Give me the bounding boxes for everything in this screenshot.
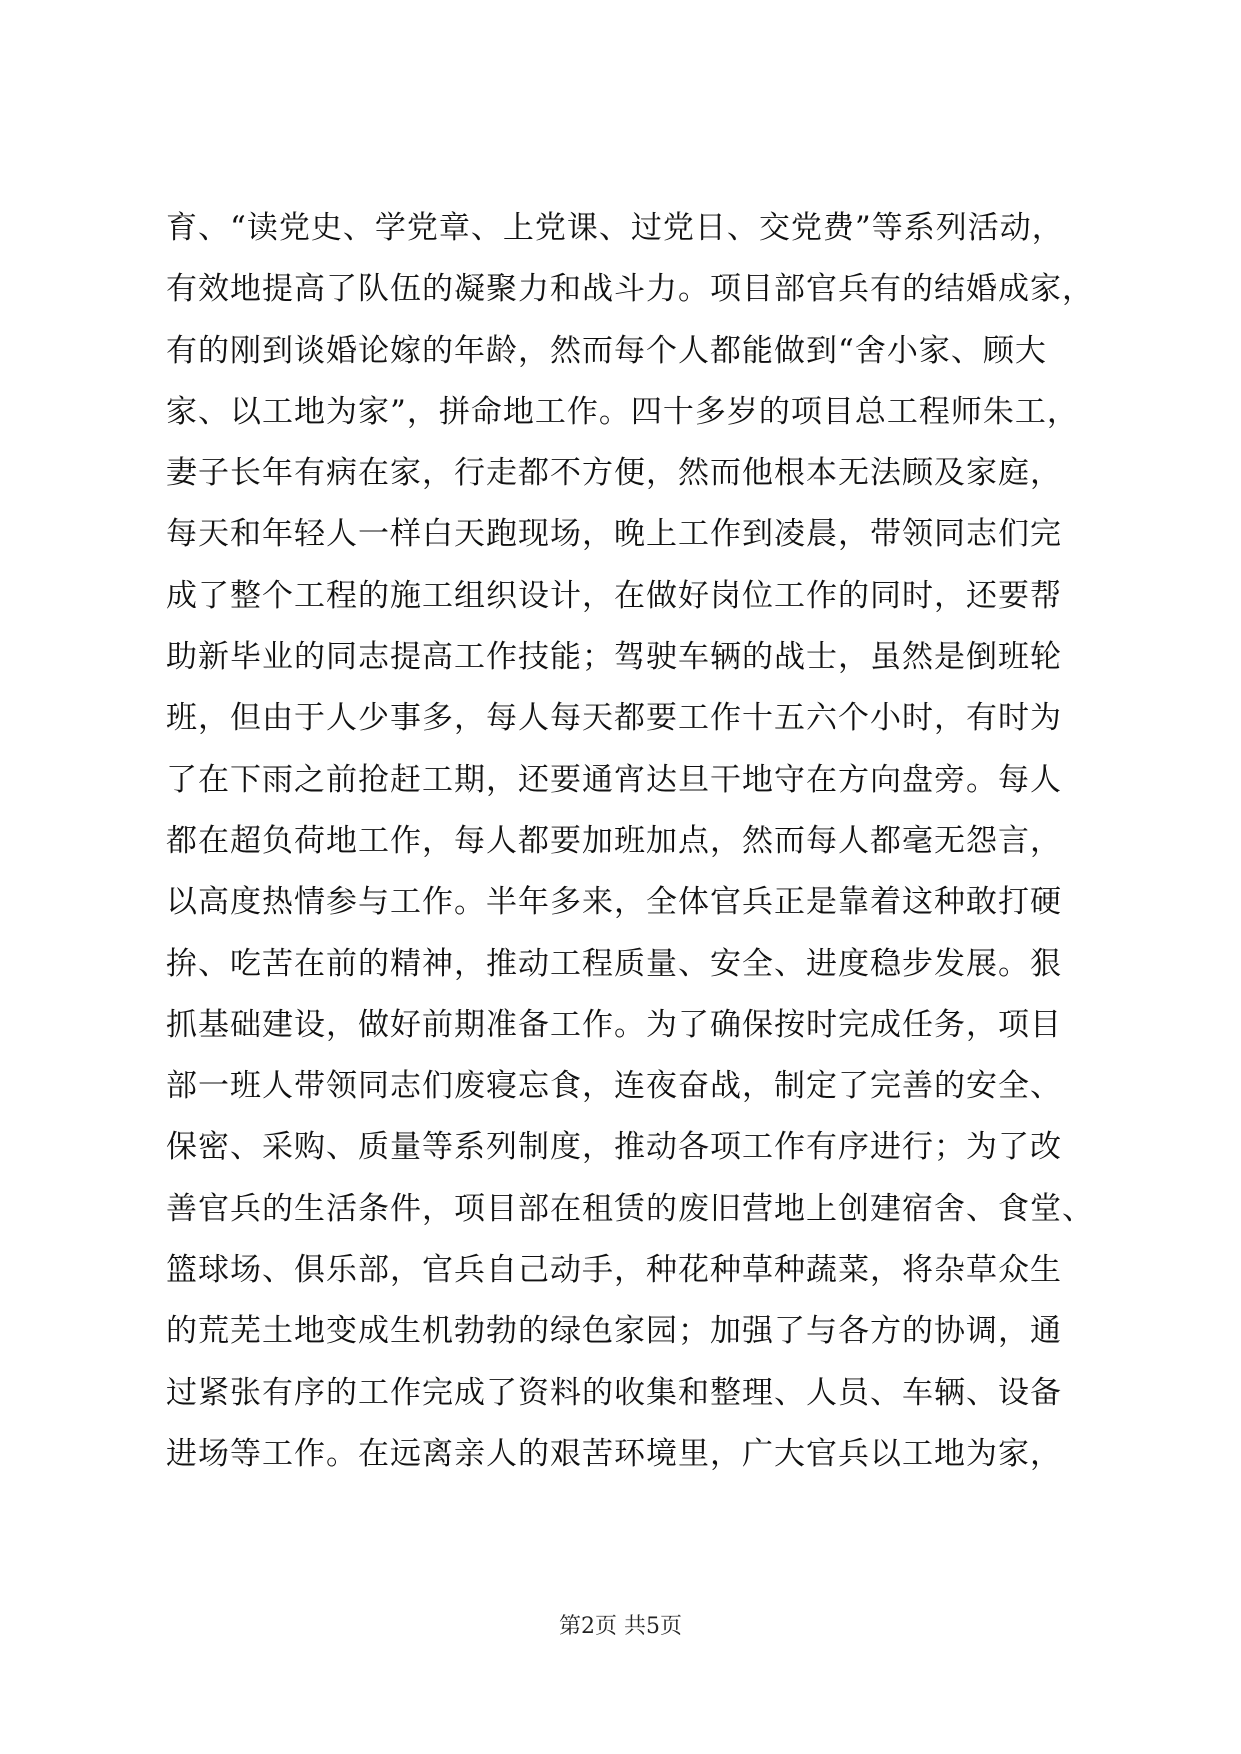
text-line: 部一班人带领同志们废寝忘食，连夜奋战，制定了完善的安全、 [166, 1068, 1062, 1105]
text-line: 过紧张有序的工作完成了资料的收集和整理、人员、车辆、设备 [166, 1374, 1062, 1411]
text-line: 了在下雨之前抢赶工期，还要通宵达旦干地守在方向盘旁。每人 [166, 761, 1062, 798]
text-line: 家、以工地为家”，拼命地工作。四十多岁的项目总工程师朱工， [166, 393, 1079, 430]
body-text [166, 198, 1126, 1485]
text-line: 以高度热情参与工作。半年多来，全体官兵正是靠着这种敢打硬 [166, 884, 1062, 921]
text-line: 善官兵的生活条件，项目部在租赁的废旧营地上创建宿舍、食堂、 [166, 1190, 1094, 1227]
page-number-footer: 第2页 共5页 [559, 1614, 682, 1639]
text-line: 有效地提高了队伍的凝聚力和战斗力。项目部官兵有的结婚成家， [166, 271, 1094, 308]
text-line: 抓基础建设，做好前期准备工作。为了确保按时完成任务，项目 [166, 1006, 1062, 1043]
text-line: 拚、吃苦在前的精神，推动工程质量、安全、进度稳步发展。狠 [166, 945, 1062, 982]
text-line: 助新毕业的同志提高工作技能；驾驶车辆的战士，虽然是倒班轮 [166, 639, 1062, 676]
text-line: 的荒芜土地变成生机勃勃的绿色家园；加强了与各方的协调，通 [166, 1313, 1062, 1350]
text-line: 有的刚到谈婚论嫁的年龄，然而每个人都能做到“舍小家、顾大 [166, 332, 1047, 369]
text-line: 都在超负荷地工作，每人都要加班加点，然而每人都毫无怨言， [166, 822, 1062, 859]
text-line: 保密、采购、质量等系列制度，推动各项工作有序进行；为了改 [166, 1129, 1062, 1166]
text-line: 成了整个工程的施工组织设计，在做好岗位工作的同时，还要帮 [166, 577, 1062, 614]
text-line: 妻子长年有病在家，行走都不方便，然而他根本无法顾及家庭， [166, 455, 1062, 492]
text-line: 篮球场、俱乐部，官兵自己动手，种花种草种蔬菜，将杂草众生 [166, 1252, 1062, 1289]
text-line: 育、“读党史、学党章、上党课、过党日、交党费”等系列活动， [166, 210, 1064, 246]
text-line: 每天和年轻人一样白天跑现场，晚上工作到凌晨，带领同志们完 [166, 516, 1062, 553]
text-line: 班，但由于人少事多，每人每天都要工作十五六个小时，有时为 [166, 700, 1062, 737]
text-line: 进场等工作。在远离亲人的艰苦环境里，广大官兵以工地为家， [166, 1435, 1062, 1472]
